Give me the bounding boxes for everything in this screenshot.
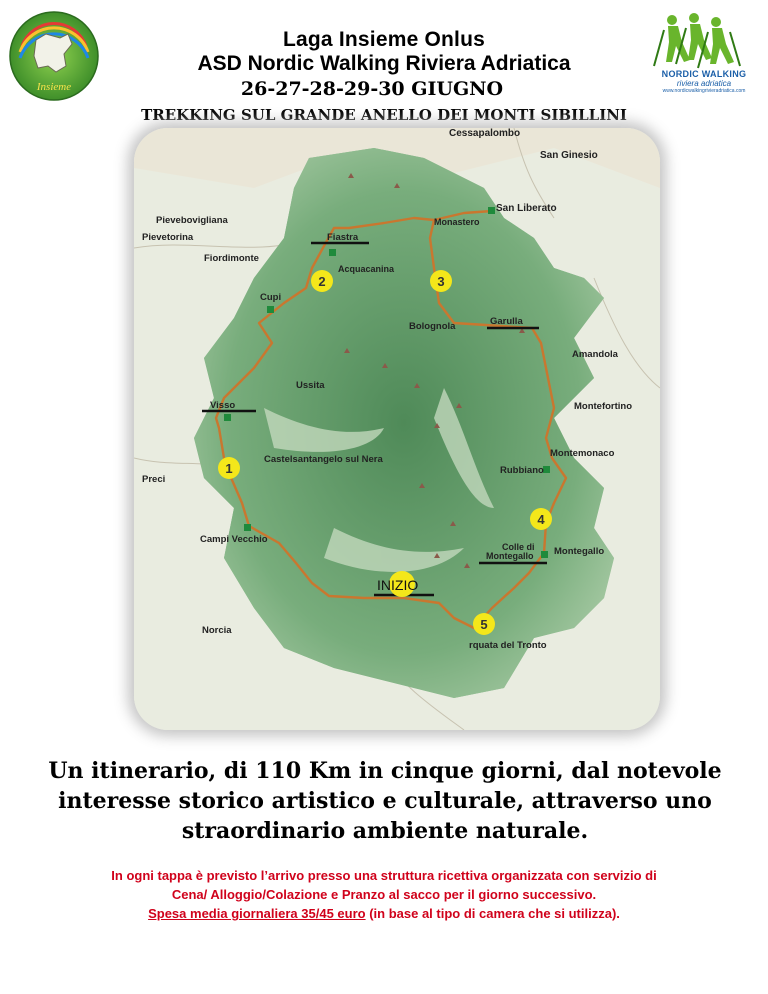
- label-campi-vecchio: Campi Vecchio: [200, 534, 268, 545]
- label-amandola: Amandola: [572, 349, 618, 360]
- label-montegallo: Montegallo: [554, 546, 605, 557]
- label-ussita: Ussita: [296, 380, 325, 391]
- note-line-1: In ogni tappa è previsto l’arrivo presso una struttura ricettiva organizzata con servizio di: [111, 868, 657, 883]
- label-monastero: Monastero: [434, 217, 480, 227]
- laga-logo-text: Insieme: [36, 81, 72, 93]
- daily-cost: Spesa media giornaliera 35/45 euro: [148, 906, 366, 921]
- nordic-walking-title: NORDIC WALKING: [661, 69, 747, 79]
- label-colle-di: Colle di: [502, 542, 535, 552]
- stop-marker: [224, 414, 231, 421]
- label-acquacanina: Acquacanina: [338, 264, 395, 274]
- stage-number-5: 5: [480, 617, 488, 632]
- label-fiastra: Fiastra: [327, 232, 359, 243]
- label-cessapalombo: Cessapalombo: [449, 128, 521, 139]
- label-rubbiano: Rubbiano: [500, 465, 544, 476]
- label-arquata: rquata del Tronto: [469, 640, 547, 651]
- org-title-1: Laga Insieme Onlus: [283, 28, 485, 51]
- event-subtitle: TREKKING SUL GRANDE ANELLO DEI MONTI SIBILLINI: [141, 106, 627, 124]
- map-svg: [134, 128, 660, 730]
- event-dates: 26-27-28-29-30 GIUGNO: [240, 78, 504, 100]
- label-montemonaco: Montemonaco: [550, 448, 615, 459]
- label-garulla: Garulla: [490, 316, 523, 327]
- nordic-walking-url: www.nordicwalkingrivieradriatica.com: [662, 88, 746, 94]
- note-line-2: Cena/ Alloggio/Colazione e Pranzo al sacco per il giorno successivo.: [171, 887, 597, 902]
- stage-number-1: 1: [225, 461, 233, 476]
- stage-number-2: 2: [318, 274, 326, 289]
- note-line-3: [14, 904, 754, 923]
- label-pievebovigliana: Pievebovigliana: [156, 215, 228, 226]
- label-san-ginesio: San Ginesio: [540, 150, 598, 161]
- label-castelsantangelo: Castelsantangelo sul Nera: [264, 454, 383, 465]
- label-inizio: INIZIO: [377, 577, 419, 593]
- stop-marker: [541, 551, 548, 558]
- label-montefortino: Montefortino: [574, 401, 633, 412]
- stage-notes: [14, 866, 754, 923]
- stop-marker: [267, 306, 274, 313]
- label-visso: Visso: [210, 400, 236, 411]
- stage-number-4: 4: [537, 512, 545, 527]
- trekking-map: [134, 128, 660, 730]
- stop-marker: [488, 207, 495, 214]
- stop-marker: [329, 249, 336, 256]
- note-line-3-rest: (in base al tipo di camera che si utilizza).: [365, 906, 620, 921]
- stop-marker: [543, 466, 550, 473]
- label-norcia: Norcia: [202, 625, 232, 636]
- stage-number-3: 3: [437, 274, 445, 289]
- label-colle-montegallo: Montegallo: [486, 551, 534, 561]
- label-cupi: Cupi: [260, 292, 282, 303]
- nordic-walking-sub: riviera adriatica: [676, 79, 732, 88]
- label-san-liberato: San Liberato: [496, 203, 557, 214]
- itinerary-description: Un itinerario, di 110 Km in cinque giorni, dal notevole interesse storico artistico e culturale, attraverso uno straordinario ambiente naturale.: [48, 758, 722, 844]
- label-fiordimonte: Fiordimonte: [204, 253, 259, 264]
- label-pievetorina: Pievetorina: [142, 232, 194, 243]
- label-preci: Preci: [142, 474, 166, 485]
- org-title-2: ASD Nordic Walking Riviera Adriatica: [197, 52, 571, 75]
- label-bolognola: Bolognola: [409, 321, 456, 332]
- stop-marker: [244, 524, 251, 531]
